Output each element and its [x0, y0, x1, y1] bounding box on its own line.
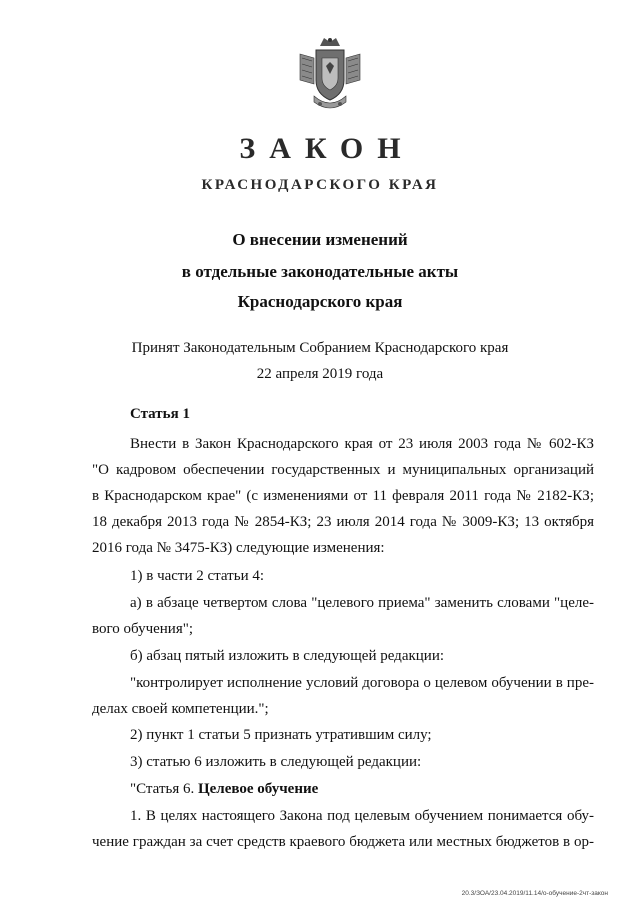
item-1b: б) абзац пятый изложить в следующей редакции: [130, 648, 445, 664]
paragraph-line: а) в абзаце четвертом слова "целевого приема" заменить словами "целе- [130, 595, 594, 611]
article-6-title [92, 779, 594, 799]
paragraph-line: в Краснодарском крае" (с изменениями от 11 февраля 2011 года № 2182-КЗ; [92, 488, 594, 504]
paragraph-line: вого обучения"; [92, 621, 194, 637]
item-1a [92, 593, 594, 639]
paragraph-intro [92, 434, 594, 558]
adopted-statement: Принят Законодательным Собранием Краснодарского края [131, 340, 509, 356]
article-title: Статья 1 [130, 406, 190, 422]
paragraph-line: чение граждан за счет средств краевого бюджета или местных бюджетов в ор- [92, 834, 594, 850]
item-3: 3) статью 6 изложить в следующей редакции: [130, 754, 422, 770]
paragraph-line: делах своей компетенции."; [92, 701, 269, 717]
document-heading-line-2: в отдельные законодательные акты [181, 262, 459, 281]
paragraph-line: 2016 года № 3475-КЗ) следующие изменения: [92, 540, 385, 556]
article-6-prefix: "Статья 6. [130, 781, 195, 797]
paragraph-line: "О кадровом обеспечении государственных и муниципальных организаций [92, 462, 594, 478]
item-2: 2) пункт 1 статьи 5 признать утратившим силу; [130, 727, 432, 743]
law-subtitle: КРАСНОДАРСКОГО КРАЯ [201, 177, 439, 193]
paragraph-line: 1. В целях настоящего Закона под целевым обучением понимается обу- [130, 808, 594, 824]
adopted-date: 22 апреля 2019 года [256, 366, 384, 382]
document-heading-line-3: Краснодарского края [237, 292, 403, 311]
coat-of-arms-icon [296, 36, 364, 114]
paragraph-line: "контролирует исполнение условий договора о целевом обучении в пре- [130, 675, 594, 691]
item-1: 1) в части 2 статьи 4: [130, 568, 265, 584]
law-title: ЗАКОН [239, 132, 415, 165]
paragraph-line: 18 декабря 2013 года № 2854-КЗ; 23 июля 2014 года № 3009-КЗ; 13 октября [92, 514, 594, 530]
paragraph-line: Внести в Закон Краснодарского края от 23 июля 2003 года № 602-КЗ [130, 436, 594, 452]
article-6-name: Целевое обучение [197, 781, 319, 797]
item-1b-quote [92, 673, 594, 719]
article-6-point-1 [92, 806, 594, 852]
footer-file-id: 20.3/ЗОА/23.04.2019/11.14/о-обучение-2чт-закон [461, 890, 608, 897]
document-heading-line-1: О внесении изменений [232, 230, 408, 249]
